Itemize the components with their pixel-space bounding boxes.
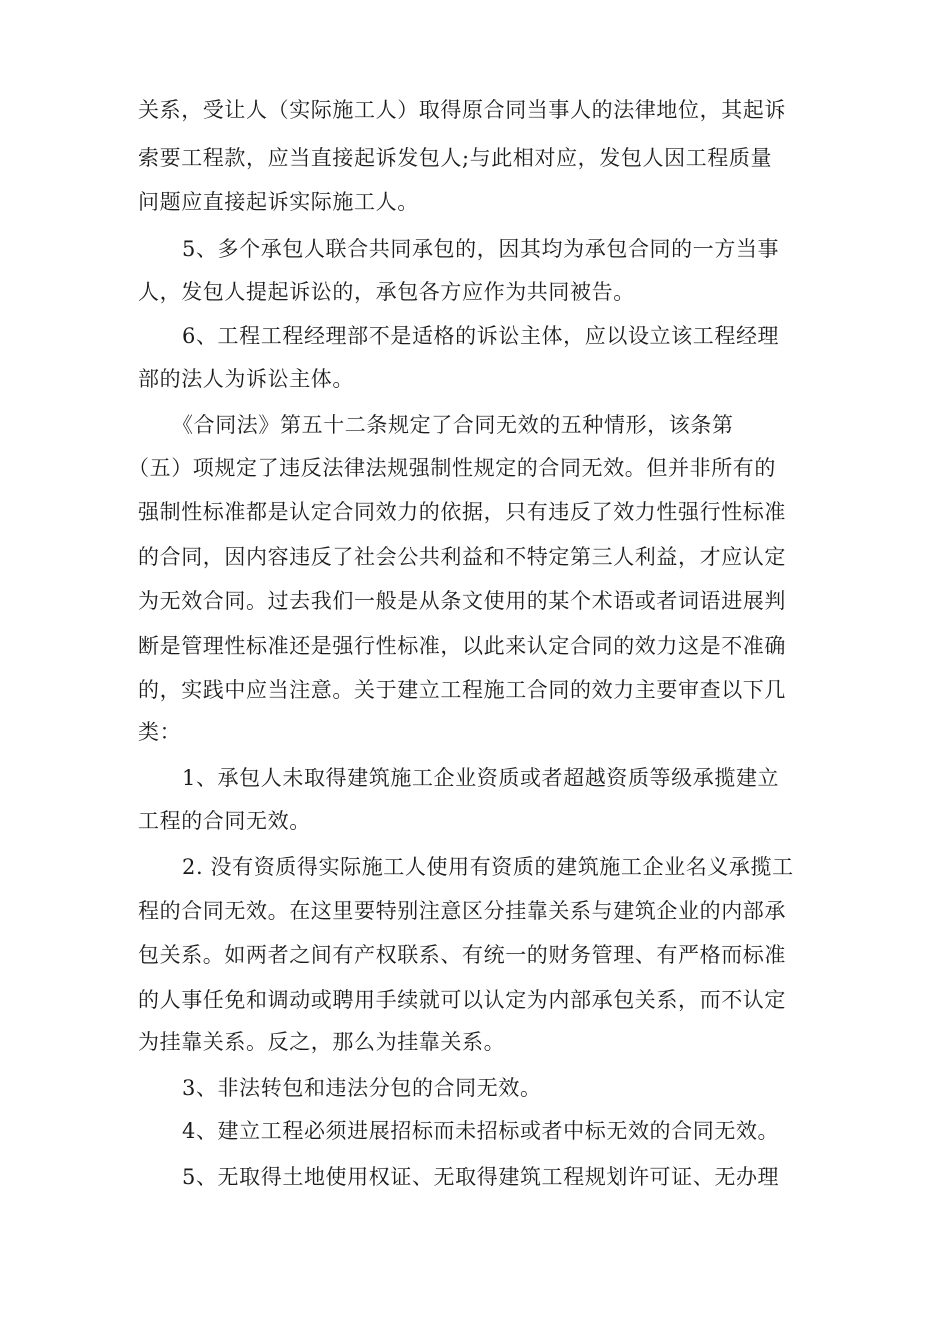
text-line: （五）项规定了违反法律法规强制性规定的合同无效。但并非所有的 <box>128 456 776 480</box>
text-line: 问题应直接起诉实际施工人。 <box>138 190 419 214</box>
text-line: 的，实践中应当注意。关于建立工程施工合同的效力主要审查以下几 <box>138 678 786 702</box>
text-line: 强制性标准都是认定合同效力的依据，只有违反了效力性强行性标准 <box>138 500 786 524</box>
text-line: 4、建立工程必须进展招标而未招标或者中标无效的合同无效。 <box>182 1119 780 1143</box>
text-line: 3、非法转包和违法分包的合同无效。 <box>182 1076 542 1100</box>
text-line: 为无效合同。过去我们一般是从条文使用的某个术语或者词语进展判 <box>138 589 786 613</box>
text-line: 关系，受让人（实际施工人）取得原合同当事人的法律地位，其起诉 <box>138 98 786 122</box>
text-line: 5、无取得土地使用权证、无取得建筑工程规划许可证、无办理 <box>182 1165 780 1189</box>
text-line: 《合同法》第五十二条规定了合同无效的五种情形，该条第 <box>172 413 734 437</box>
text-line: 部的法人为诉讼主体。 <box>138 367 354 391</box>
text-line: 为挂靠关系。反之，那么为挂靠关系。 <box>138 1030 506 1054</box>
text-line: 类： <box>138 720 182 744</box>
text-line: 5、多个承包人联合共同承包的，因其均为承包合同的一方当事 <box>182 237 780 261</box>
text-line: 工程的合同无效。 <box>138 809 311 833</box>
text-line: 的人事任免和调动或聘用手续就可以认定为内部承包关系，而不认定 <box>138 988 786 1012</box>
text-line: 2. 没有资质得实际施工人使用有资质的建筑施工企业名义承揽工 <box>182 855 794 879</box>
text-line: 人，发包人提起诉讼的，承包各方应作为共同被告。 <box>138 280 635 304</box>
text-line: 程的合同无效。在这里要特别注意区分挂靠关系与建筑企业的内部承 <box>138 899 786 923</box>
text-line: 包关系。如两者之间有产权联系、有统一的财务管理、有严格而标准 <box>138 943 786 967</box>
text-line: 6、工程工程经理部不是适格的诉讼主体，应以设立该工程经理 <box>182 324 780 348</box>
text-line: 的合同，因内容违反了社会公共利益和不特定第三人利益，才应认定 <box>138 545 786 569</box>
text-line: 断是管理性标准还是强行性标准，以此来认定合同的效力这是不准确 <box>138 634 786 658</box>
text-line: 索要工程款，应当直接起诉发包人;与此相对应，发包人因工程质量 <box>138 146 773 170</box>
text-line: 1、承包人未取得建筑施工企业资质或者超越资质等级承揽建立 <box>182 766 780 790</box>
